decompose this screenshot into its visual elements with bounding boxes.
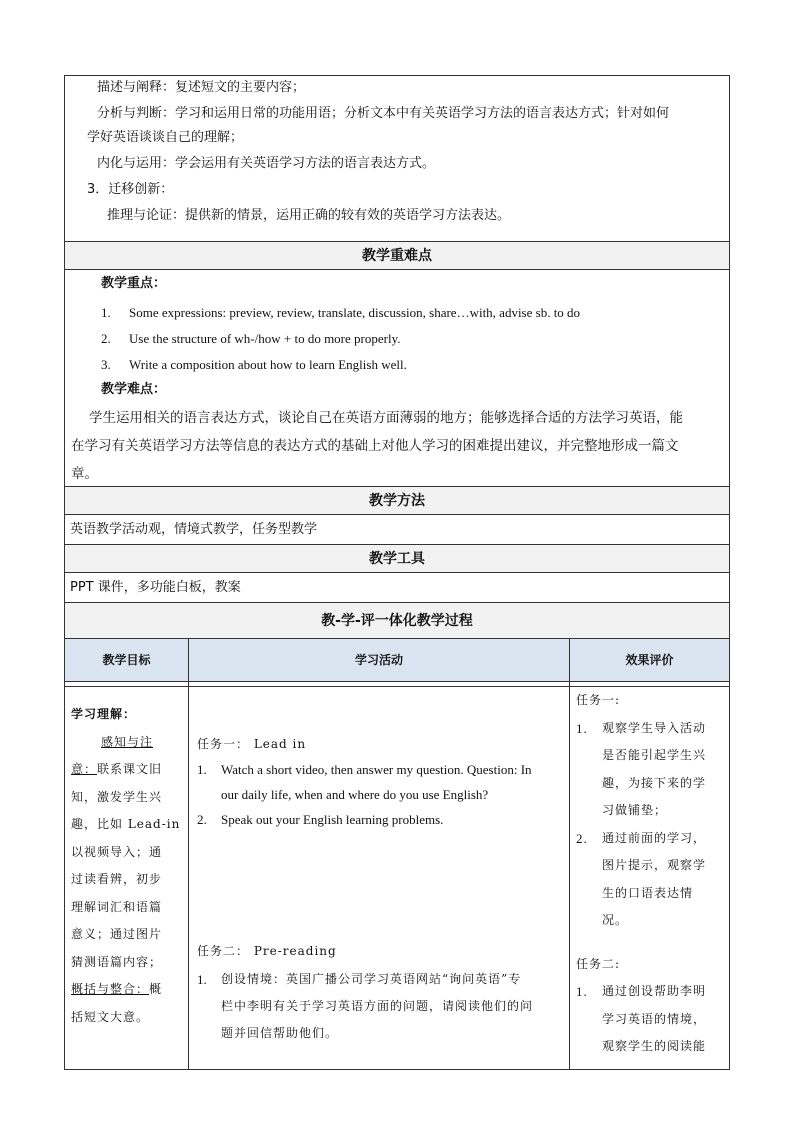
focus-label: 教学重点： <box>101 276 167 291</box>
task-item-body <box>221 757 532 807</box>
eval-column <box>570 639 729 1069</box>
goals-block <box>65 76 729 242</box>
goal-internalize: 内化与运用：学会运用有关英语学习方法的语言表达方式。 <box>97 156 436 171</box>
task-item-line: 生的口语表达情 <box>602 885 694 900</box>
task-item-line: 况。 <box>602 913 629 927</box>
col-activity-header: 学习活动 <box>189 639 569 682</box>
activity-column-body <box>189 687 569 1069</box>
key-point-text: Write a composition about how to learn English well. <box>129 357 407 372</box>
task-item-line: 通过创设帮助李明 <box>602 984 707 998</box>
task-item-line: 题并回信帮助他们。 <box>221 1026 339 1040</box>
key-point-text: Some expressions: preview, review, translate, discussion, share…with, advise sb. to do <box>129 305 581 320</box>
col-goal-header: 教学目标 <box>65 639 188 682</box>
key-point-number: 3. <box>101 357 111 372</box>
perceive-label: 感知与注 <box>101 734 154 749</box>
key-points-header: 教学重难点 <box>65 242 729 270</box>
task-item-line: 观察学生导入活动 <box>602 720 707 735</box>
method-text: 英语教学活动观，情境式教学，任务型教学 <box>65 515 729 545</box>
task-item-number: 1. <box>197 972 207 987</box>
goal-line-2: 趣，比如 Lead-in <box>71 817 181 831</box>
task-item-number: 1. <box>197 762 207 777</box>
task1-title: 任务一： Lead in <box>197 737 307 751</box>
difficulty-line: 在学习有关英语学习方法等信息的表达方式的基础上对他人学习的困难提出建议，并完整地形成一篇文 <box>71 438 679 454</box>
difficulty-label: 教学难点： <box>101 382 167 397</box>
goal-line-7: 猜测语篇内容； <box>71 954 163 969</box>
task-item <box>197 757 563 807</box>
goal-line-5: 理解词汇和语篇 <box>71 899 163 914</box>
perceive-label-2: 意： <box>71 762 98 776</box>
goal-analyze-line1: 分析与判断：学习和运用日常的功能用语；分析文本中有关英语学习方法的语言表达方式；针对如何 <box>97 106 670 121</box>
task-item-number: 2. <box>197 812 207 827</box>
goal-reason: 推理与论证：提供新的情景，运用正确的较有效的英语学习方法表达。 <box>107 208 511 223</box>
goal-title: 学习理解： <box>71 707 137 721</box>
task-item-body <box>602 715 706 825</box>
task-item-body <box>221 966 533 1047</box>
task-item-line: Watch a short video, then answer my question. Question: In <box>221 762 532 777</box>
task2-title: 任务二： Pre-reading <box>197 944 337 958</box>
eval-task2-title: 任务二: <box>576 956 621 971</box>
task-item-body <box>602 978 706 1061</box>
task-item-line: our daily life, when and where do you use English? <box>221 787 489 802</box>
process-header: 教-学-评一体化教学过程 <box>65 603 729 639</box>
summary-label: 概括与整合： <box>71 982 150 996</box>
task-item-line: Speak out your English learning problems. <box>221 812 444 827</box>
key-point-item <box>65 326 729 352</box>
task-item-number: 1. <box>576 720 588 736</box>
goal-transfer-title: 3．迁移创新： <box>87 182 174 197</box>
goal-line-3: 以视频导入；通 <box>71 844 163 859</box>
key-point-text: Use the structure of wh-/how + to do more properly. <box>129 331 401 346</box>
task-item <box>576 715 725 825</box>
eval-task1-title: 任务一: <box>576 693 621 707</box>
key-point-number: 2. <box>101 331 111 346</box>
key-point-item <box>65 352 729 378</box>
task-item <box>576 978 725 1061</box>
col-eval-header: 效果评价 <box>570 639 729 682</box>
goal-describe: 描述与阐释：复述短文的主要内容； <box>97 80 306 95</box>
goal-line-6: 意义；通过图片 <box>71 927 163 941</box>
key-point-number: 1. <box>101 305 111 320</box>
eval-column-body <box>570 687 729 1069</box>
task-item-body <box>602 825 706 935</box>
lesson-plan-table <box>64 75 730 1070</box>
summary-rest: 概 <box>149 982 163 996</box>
goal-column-body <box>65 687 188 1069</box>
goal-analyze-line2: 学好英语谈谈自己的理解； <box>87 130 244 145</box>
goal-line-0: 联系课文旧 <box>97 762 163 776</box>
tools-text: PPT 课件，多功能白板，教案 <box>65 573 729 603</box>
task-item-line: 趣，为接下来的学 <box>602 775 707 790</box>
task-item-line: 通过前面的学习， <box>602 830 707 845</box>
task-item <box>576 825 725 935</box>
task-item-line: 创设情境：英国广播公司学习英语网站“询问英语”专 <box>221 972 522 986</box>
method-header: 教学方法 <box>65 487 729 515</box>
tools-header: 教学工具 <box>65 545 729 573</box>
process-grid <box>65 639 729 1069</box>
task-item <box>197 966 563 1047</box>
activity-column <box>189 639 570 1069</box>
task-item-line: 栏中李明有关于学习英语方面的问题，请阅读他们的问 <box>221 999 534 1013</box>
difficulty-line: 章。 <box>71 466 98 482</box>
task-item-line: 学习英语的情境， <box>602 1011 707 1026</box>
goal-line-4: 过读看辨，初步 <box>71 872 163 886</box>
task-item-line: 观察学生的阅读能 <box>602 1039 707 1053</box>
goal-line-1: 知，激发学生兴 <box>71 789 163 804</box>
task-item-number: 1. <box>576 984 588 999</box>
task-item-line: 是否能引起学生兴 <box>602 748 707 762</box>
key-points-block <box>65 272 729 487</box>
task-item-line: 图片提示，观察学 <box>602 858 707 872</box>
key-point-item <box>65 300 729 326</box>
task-item <box>197 807 563 832</box>
difficulty-line: 学生运用相关的语言表达方式，谈论自己在英语方面薄弱的地方；能够选择合适的方法学习英语，能 <box>89 410 683 426</box>
summary-line-2: 括短文大意。 <box>71 1009 150 1024</box>
task-item-line: 习做铺垫； <box>602 803 668 817</box>
goal-column <box>65 639 189 1069</box>
task-item-number: 2. <box>576 830 588 846</box>
lesson-plan-page <box>64 75 730 1070</box>
task-item-body <box>221 807 443 832</box>
